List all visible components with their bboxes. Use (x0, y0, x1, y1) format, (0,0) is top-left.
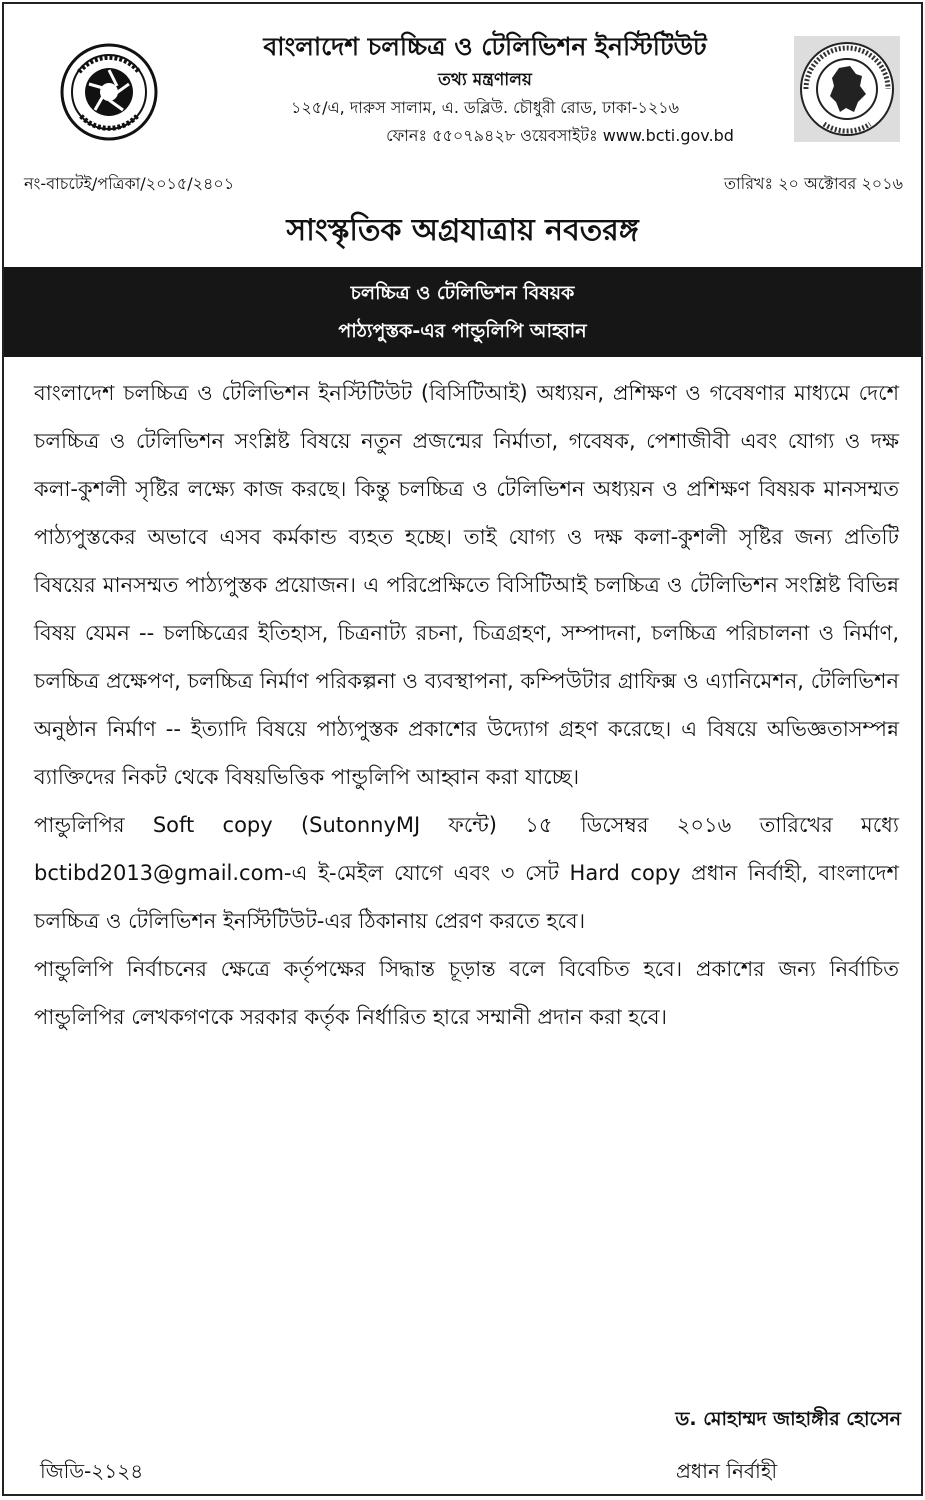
body-paragraph-3: পান্ডুলিপি নির্বাচনের ক্ষেত্রে কর্তৃপক্ষের সিদ্ধান্ত চূড়ান্ত বলে বিবেচিত হবে। প্রকাশের জন্য নির্বাচিত পান্ডুলিপির লেখকগণকে সরকার কর্তৃক নির্ধারিত হারে সম্মানী প্রদান করা হবে। (34, 957, 899, 1029)
government-seal-icon (794, 36, 900, 142)
organization-name: বাংলাদেশ চলচ্চিত্র ও টেলিভিশন ইনস্টিটিউট (263, 32, 707, 61)
notice-date: তারিখঃ ২০ অক্টোবর ২০১৬ (723, 174, 903, 193)
headline: সাংস্কৃতিক অগ্রযাত্রায় নবতরঙ্গ (286, 213, 639, 248)
organization-contact: ফোনঃ ৫৫০৭৯৪২৮ ওয়েবসাইটঃ www.bcti.gov.bd (386, 126, 734, 145)
letterhead-text (169, 30, 801, 150)
title-banner (4, 267, 921, 357)
ministry-name: তথ্য মন্ত্রণালয় (438, 70, 532, 90)
organization-address: ১২৫/এ, দারুস সালাম, এ. ডব্লিউ. চৌধুরী রোড, ঢাকা-১২১৬ (290, 98, 680, 117)
letterhead (4, 4, 921, 179)
banner-line-1: চলচ্চিত্র ও টেলিভিশন বিষয়ক (350, 282, 575, 304)
body-paragraph-2: পান্ডুলিপির Soft copy (SutonnyMJ ফন্টে) ১৫ ডিসেম্বর ২০১৬ তারিখের মধ্যে bctibd2013@gmail.com-এ ই-মেইল যোগে এবং ৩ সেট Hard copy প্রধান নির্বাহী, বাংলাদেশ চলচ্চিত্র ও টেলিভিশন ইনস্টিটিউট-এর ঠিকানায় প্রেরণ করতে হবে। (34, 813, 899, 933)
notice-page (2, 2, 923, 1496)
notice-body (4, 357, 921, 1041)
reference-number: নং-বাচটেই/পত্রিকা/২০১৫/২৪০১ (24, 174, 235, 193)
signer-designation: প্রধান নির্বাহী (676, 1459, 778, 1483)
gd-number: জিডি-২১২৪ (40, 1459, 144, 1483)
body-paragraph-1: বাংলাদেশ চলচ্চিত্র ও টেলিভিশন ইনস্টিটিউট (বিসিটিআই) অধ্যয়ন, প্রশিক্ষণ ও গবেষণার মাধ্যমে দেশে চলচ্চিত্র ও টেলিভিশন সংশ্লিষ্ট বিষয়ে নতুন প্রজন্মের নির্মাতা, গবেষক, পেশাজীবী এবং যোগ্য ও দক্ষ কলা-কুশলী সৃষ্টির লক্ষ্যে কাজ করছে। কিন্তু চলচ্চিত্র ও টেলিভিশন অধ্যয়ন ও প্রশিক্ষণ বিষয়ক মানসম্মত পাঠ্যপুস্তকের অভাবে এসব কর্মকান্ড ব্যহত হচ্ছে। তাই যোগ্য ও দক্ষ কলা-কুশলী সৃষ্টির জন্য প্রতিটি বিষয়ের মানসম্মত পাঠ্যপুস্তক প্রয়োজন। এ পরিপ্রেক্ষিতে বিসিটিআই চলচ্চিত্র ও টেলিভিশন সংশ্লিষ্ট বিভিন্ন বিষয় যেমন -- চলচ্চিত্রের ইতিহাস, চিত্রনাট্য রচনা, চিত্রগ্রহণ, সম্পাদনা, চলচ্চিত্র পরিচালনা ও নির্মাণ, চলচ্চিত্র প্রক্ষেপণ, চলচ্চিত্র নির্মাণ পরিকল্পনা ও ব্যবস্থাপনা, কম্পিউটার গ্রাফিক্স ও এ্যানিমেশন, টেলিভিশন অনুষ্ঠান নির্মাণ -- ইত্যাদি বিষয়ে পাঠ্যপুস্তক প্রকাশের উদ্যোগ গ্রহণ করেছে। এ বিষয়ে অভিজ্ঞতাসম্পন্ন ব্যাক্তিদের নিকট থেকে বিষয়ভিত্তিক পান্ডুলিপি আহ্বান করা যাচ্ছে। (34, 381, 899, 789)
reference-row (24, 172, 903, 196)
banner-line-2: পাঠ্যপুস্তক-এর পান্ডুলিপি আহ্বান (338, 320, 587, 342)
bcti-emblem-icon (59, 42, 159, 142)
signer-name: ড. মোহাম্মদ জাহাঙ্গীর হোসেন (675, 1408, 901, 1430)
